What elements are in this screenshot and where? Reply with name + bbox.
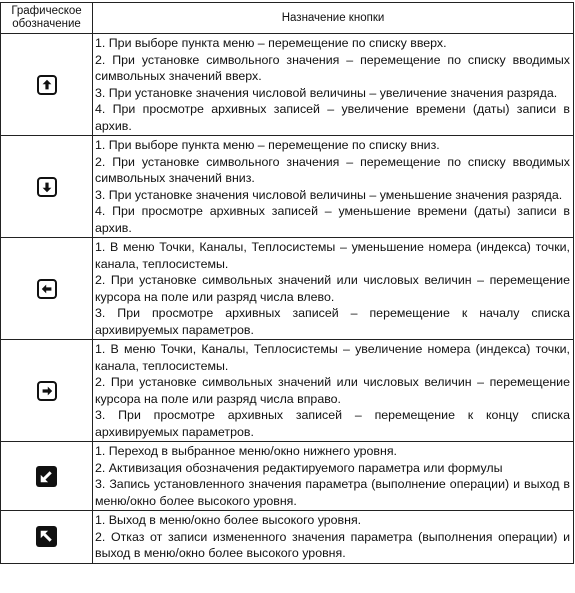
- icon-cell: [1, 442, 93, 511]
- list-item: 4. При просмотре архивных записей – уменьшение времени (даты) записи в архив.: [95, 204, 570, 235]
- description-cell: [93, 34, 574, 136]
- list-item: 2. При установке символьного значения – перемещение по списку вводимых символьных значений вниз.: [95, 154, 570, 185]
- button-table: [0, 2, 574, 564]
- list-item: 2. Активизация обозначения редактируемого параметра или формулы: [95, 460, 503, 475]
- table-header-row: [1, 3, 574, 34]
- list-item: 4. При просмотре архивных записей – увеличение времени (даты) записи в архив.: [95, 102, 570, 133]
- description-cell: [93, 238, 574, 340]
- list-item: 1. В меню Точки, Каналы, Теплосистемы – уменьшение номера (индекса) точки, канала, теплосистемы.: [95, 240, 570, 271]
- escape-arrow-up-left-icon: [36, 526, 57, 547]
- arrow-left-icon: [37, 279, 57, 299]
- icon-cell: [1, 238, 93, 340]
- icon-cell: [1, 511, 93, 564]
- arrow-up-icon: [37, 75, 57, 95]
- list-item: 3. Запись установленного значения параметра (выполнение операции) и выход в меню/окно более высокого уровня.: [95, 477, 570, 508]
- table-row: [1, 340, 574, 442]
- description-cell: [93, 442, 574, 511]
- list-item: 3. При просмотре архивных записей – перемещение к началу списка архивируемых параметров.: [95, 306, 570, 337]
- table-row: [1, 34, 574, 136]
- icon-cell: [1, 34, 93, 136]
- header-button-purpose: Назначение кнопки: [93, 3, 574, 34]
- table-row: [1, 442, 574, 511]
- list-item: 3. При просмотре архивных записей – перемещение к концу списка архивируемых параметров.: [95, 408, 570, 439]
- arrow-right-icon: [37, 381, 57, 401]
- list-item: 2. Отказ от записи измененного значения параметра (выполнения операции) и выход в меню/окно более высокого уровня.: [95, 529, 570, 560]
- arrow-down-icon: [37, 177, 57, 197]
- description-cell: [93, 136, 574, 238]
- list-item: 2. При установке символьных значений или числовых величин – перемещение курсора на поле или разряд числа вправо.: [95, 375, 570, 406]
- list-item: 1. В меню Точки, Каналы, Теплосистемы – увеличение номера (индекса) точки, канала, теплосистемы.: [95, 342, 570, 373]
- description-cell: [93, 511, 574, 564]
- list-item: 1. При выборе пункта меню – перемещение по списку вниз.: [95, 138, 440, 152]
- list-item: 1. Выход в меню/окно более высокого уровня.: [95, 513, 362, 527]
- list-item: 3. При установке значения числовой величины – увеличение значения разряда.: [95, 85, 558, 100]
- list-item: 3. При установке значения числовой величины – уменьшение значения разряда.: [95, 187, 563, 202]
- list-item: 2. При установке символьного значения – перемещение по списку вводимых символьных значений вверх.: [95, 52, 570, 83]
- list-item: 2. При установке символьных значений или числовых величин – перемещение курсора на поле или разряд числа влево.: [95, 273, 570, 304]
- table-row: [1, 511, 574, 564]
- enter-arrow-down-left-icon: [36, 466, 57, 487]
- list-item: 1. Переход в выбранное меню/окно нижнего уровня.: [95, 444, 397, 458]
- table-row: [1, 238, 574, 340]
- list-item: 1. При выборе пункта меню – перемещение по списку вверх.: [95, 36, 447, 50]
- table-row: [1, 136, 574, 238]
- icon-cell: [1, 340, 93, 442]
- description-cell: [93, 340, 574, 442]
- header-graphic-designation: Графическое обозначение: [1, 3, 93, 34]
- icon-cell: [1, 136, 93, 238]
